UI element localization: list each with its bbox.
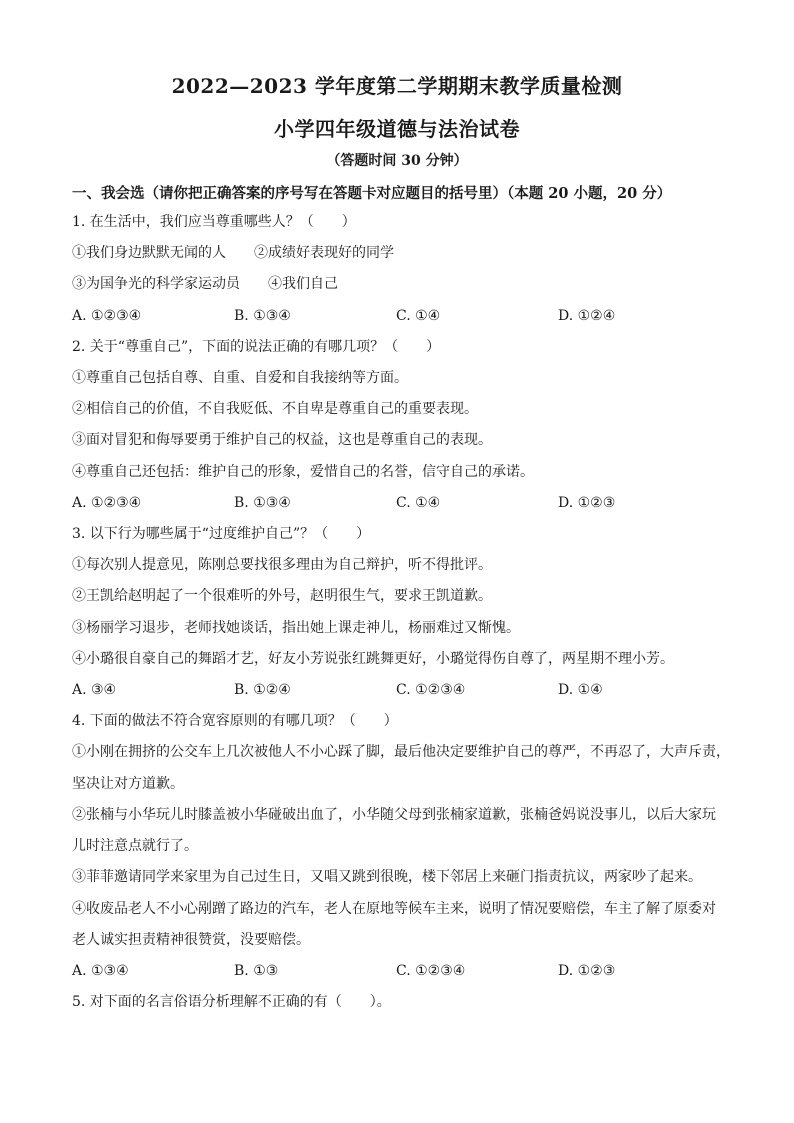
question-4-item: 老人诚实担责精神很赞赏，没要赔偿。	[72, 932, 310, 948]
question-2-stem: 2. 关于“尊重自己”，下面的说法正确的有哪几项？（ ）	[72, 339, 441, 355]
question-3-item: ①每次别人提意见，陈刚总要找很多理由为自己辩护，听不得批评。	[72, 557, 492, 573]
question-4-item: ①小刚在拥挤的公交车上几次被他人不小心踩了脚，最后他决定要维护自己的尊严，不再忍了，大声斥责，	[72, 744, 730, 760]
question-3-item: ④小璐很自豪自己的舞蹈才艺，好友小芳说张红跳舞更好，小璐觉得伤自尊了，两星期不理小芳。	[72, 651, 674, 667]
question-2-option-d[interactable]: D. ①②③	[558, 495, 616, 511]
question-2-option-c[interactable]: C. ①④	[396, 495, 441, 511]
question-4-option-d[interactable]: D. ①②③	[558, 963, 616, 979]
question-3-item: ②王凯给赵明起了一个很难听的外号，赵明很生气，要求王凯道歉。	[72, 588, 492, 604]
question-1-item: ①我们身边默默无闻的人 ②成绩好表现好的同学	[72, 245, 394, 261]
question-5-stem: 5. 对下面的名言俗语分析理解不正确的有（ ）。	[72, 994, 391, 1010]
question-1-option-c[interactable]: C. ①④	[396, 308, 441, 324]
question-3-option-d[interactable]: D. ①④	[558, 682, 603, 698]
question-1-option-d[interactable]: D. ①②④	[558, 308, 616, 324]
question-4-item: ③菲菲邀请同学来家里为自己过生日，又唱又跳到很晚，楼下邻居上来砸门指责抗议，两家吵了起来。	[72, 869, 702, 885]
question-2-item: ②相信自己的价值，不自我贬低、不自卑是尊重自己的重要表现。	[72, 401, 478, 417]
question-4-item: ②张楠与小华玩儿时膝盖被小华碰破出血了，小华随父母到张楠家道歉，张楠爸妈说没事儿，以后大家玩	[72, 807, 716, 823]
question-4-option-c[interactable]: C. ①②③④	[396, 963, 466, 979]
question-2-item: ④尊重自己还包括：维护自己的形象，爱惜自己的名誉，信守自己的承诺。	[72, 464, 534, 480]
question-3-option-a[interactable]: A. ③④	[72, 682, 117, 698]
question-1-stem: 1. 在生活中，我们应当尊重哪些人？（ ）	[72, 214, 356, 230]
question-4-option-b[interactable]: B. ①③	[234, 963, 279, 979]
question-3-option-c[interactable]: C. ①②③④	[396, 682, 466, 698]
question-1-option-b[interactable]: B. ①③④	[234, 308, 291, 324]
question-2-item: ①尊重自己包括自尊、自重、自爱和自我接纳等方面。	[72, 370, 408, 386]
question-2-option-b[interactable]: B. ①③④	[234, 495, 291, 511]
question-4-item: 儿时注意点就行了。	[72, 838, 198, 854]
question-2-option-a[interactable]: A. ①②③④	[72, 495, 142, 511]
question-2-item: ③面对冒犯和侮辱要勇于维护自己的权益，这也是尊重自己的表现。	[72, 432, 492, 448]
question-4-item: ④收废品老人不小心剐蹭了路边的汽车，老人在原地等候车主来，说明了情况要赔偿，车主了解了原委对	[72, 901, 716, 917]
exam-subtitle: 小学四年级道德与法治试卷	[274, 117, 520, 141]
question-3-item: ③杨丽学习退步，老师找她谈话，指出她上课走神儿，杨丽难过又惭愧。	[72, 620, 520, 636]
question-4-stem: 4. 下面的做法不符合宽容原则的有哪几项？（ ）	[72, 713, 398, 729]
exam-title: 2022—2023 学年度第二学期期末教学质量检测	[171, 74, 623, 98]
question-1-option-a[interactable]: A. ①②③④	[72, 308, 142, 324]
question-4-option-a[interactable]: A. ①③④	[72, 963, 129, 979]
question-3-option-b[interactable]: B. ①②④	[234, 682, 291, 698]
exam-duration: （答题时间 30 分钟）	[326, 153, 468, 169]
section-heading: 一、我会选（请你把正确答案的序号写在答题卡对应题目的括号里）（本题 20 小题，20 分）	[72, 185, 672, 202]
question-1-item: ③为国争光的科学家运动员 ④我们自己	[72, 276, 338, 292]
question-4-item: 坚决让对方道歉。	[72, 776, 184, 792]
question-3-stem: 3. 以下行为哪些属于“过度维护自己”？（ ）	[72, 526, 371, 542]
